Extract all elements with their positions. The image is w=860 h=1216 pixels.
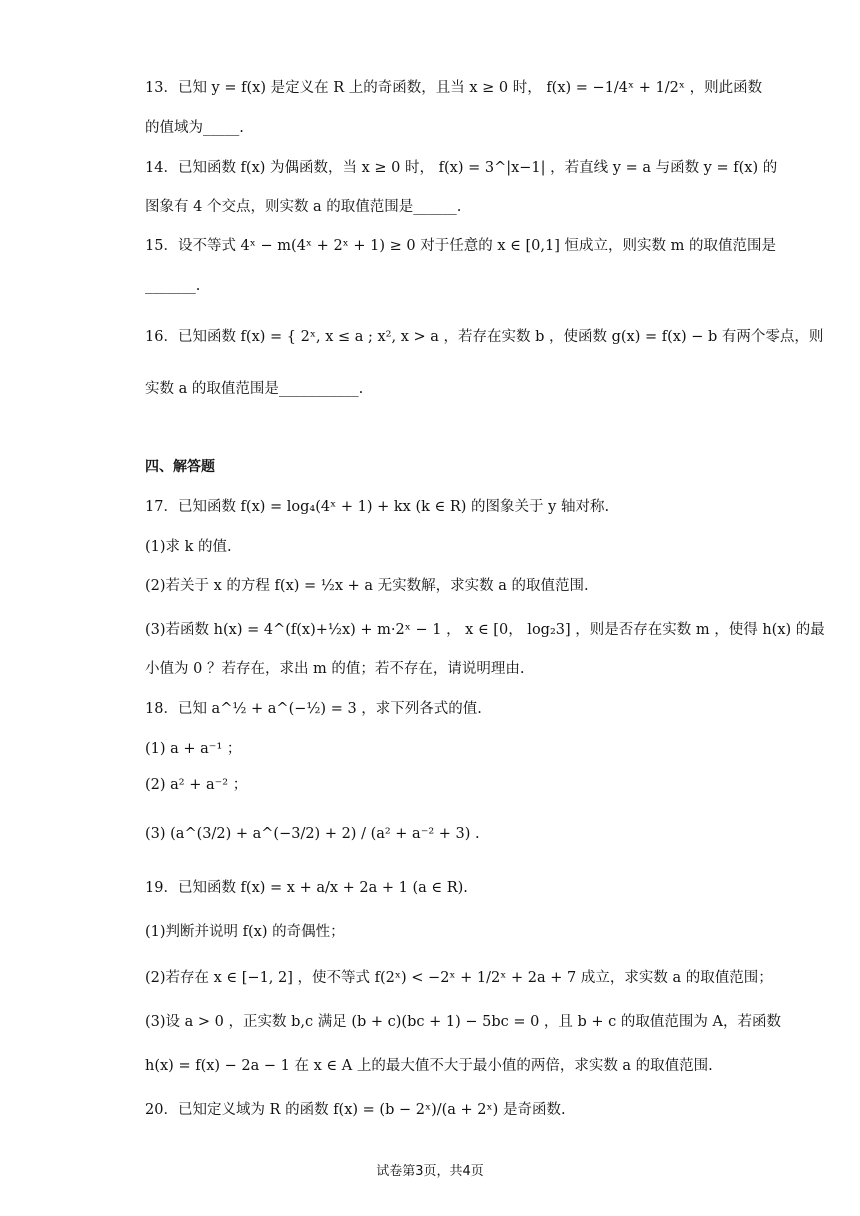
q15-line2: _______. xyxy=(145,278,201,294)
q18-part2: (2) a² + a⁻² ； xyxy=(145,777,248,793)
q17-part2: (2)若关于 x 的方程 f(x) = ½x + a 无实数解，求实数 a 的取值范围. xyxy=(145,578,589,594)
q13-line2: 的值域为_____. xyxy=(145,120,244,136)
section-heading: 四、解答题 xyxy=(145,459,215,475)
q18-part1: (1) a + a⁻¹ ； xyxy=(145,741,242,757)
q20-stem: 20．已知定义域为 R 的函数 f(x) = (b − 2ˣ)/(a + 2ˣ) 是奇函数. xyxy=(145,1102,566,1118)
q19-part3-line2: h(x) = f(x) − 2a − 1 在 x ∈ A 上的最大值不大于最小值的两倍，求实数 a 的取值范围. xyxy=(145,1058,713,1074)
q13-line1: 13．已知 y = f(x) 是定义在 R 上的奇函数，且当 x ≥ 0 时， f(x) = −1/4ˣ + 1/2ˣ ，则此函数 xyxy=(145,80,763,96)
q18-part3: (3) (a^(3/2) + a^(−3/2) + 2) / (a² + a⁻² + 3) . xyxy=(145,826,480,842)
q19-stem: 19．已知函数 f(x) = x + a/x + 2a + 1 (a ∈ R). xyxy=(145,880,468,896)
q19-part2: (2)若存在 x ∈ [−1, 2] ，使不等式 f(2ˣ) < −2ˣ + 1/2ˣ + 2a + 7 成立，求实数 a 的取值范围； xyxy=(145,970,773,986)
q14-line1: 14．已知函数 f(x) 为偶函数，当 x ≥ 0 时， f(x) = 3^|x−1| ，若直线 y = a 与函数 y = f(x) 的 xyxy=(145,160,778,176)
q17-part3-line2: 小值为 0 ？若存在，求出 m 的值；若不存在，请说明理由. xyxy=(145,661,525,677)
page-footer: 试卷第3页，共4页 xyxy=(376,1164,484,1179)
q14-line2: 图象有 4 个交点，则实数 a 的取值范围是______. xyxy=(145,199,462,215)
q15-line1: 15．设不等式 4ˣ − m(4ˣ + 2ˣ + 1) ≥ 0 对于任意的 x ∈ [0,1] 恒成立，则实数 m 的取值范围是 xyxy=(145,238,776,254)
q17-part3-line1: (3)若函数 h(x) = 4^(f(x)+½x) + m·2ˣ − 1 ， x ∈ [0， log₂3] ，则是否存在实数 m ，使得 h(x) 的最 xyxy=(145,622,825,638)
q19-part3-line1: (3)设 a > 0 ，正实数 b,c 满足 (b + c)(bc + 1) − 5bc = 0 ，且 b + c 的取值范围为 A，若函数 xyxy=(145,1014,781,1030)
q16-line2: 实数 a 的取值范围是___________. xyxy=(145,381,364,397)
q16-line1: 16．已知函数 f(x) = { 2ˣ, x ≤ a ; x², x > a ，若存在实数 b ，使函数 g(x) = f(x) − b 有两个零点，则 xyxy=(145,329,824,345)
q17-part1: (1)求 k 的值. xyxy=(145,539,232,555)
q19-part1: (1)判断并说明 f(x) 的奇偶性； xyxy=(145,924,345,940)
q17-stem: 17．已知函数 f(x) = log₄(4ˣ + 1) + kx (k ∈ R) 的图象关于 y 轴对称. xyxy=(145,499,610,515)
q18-stem: 18．已知 a^½ + a^(−½) = 3 ，求下列各式的值. xyxy=(145,701,482,717)
